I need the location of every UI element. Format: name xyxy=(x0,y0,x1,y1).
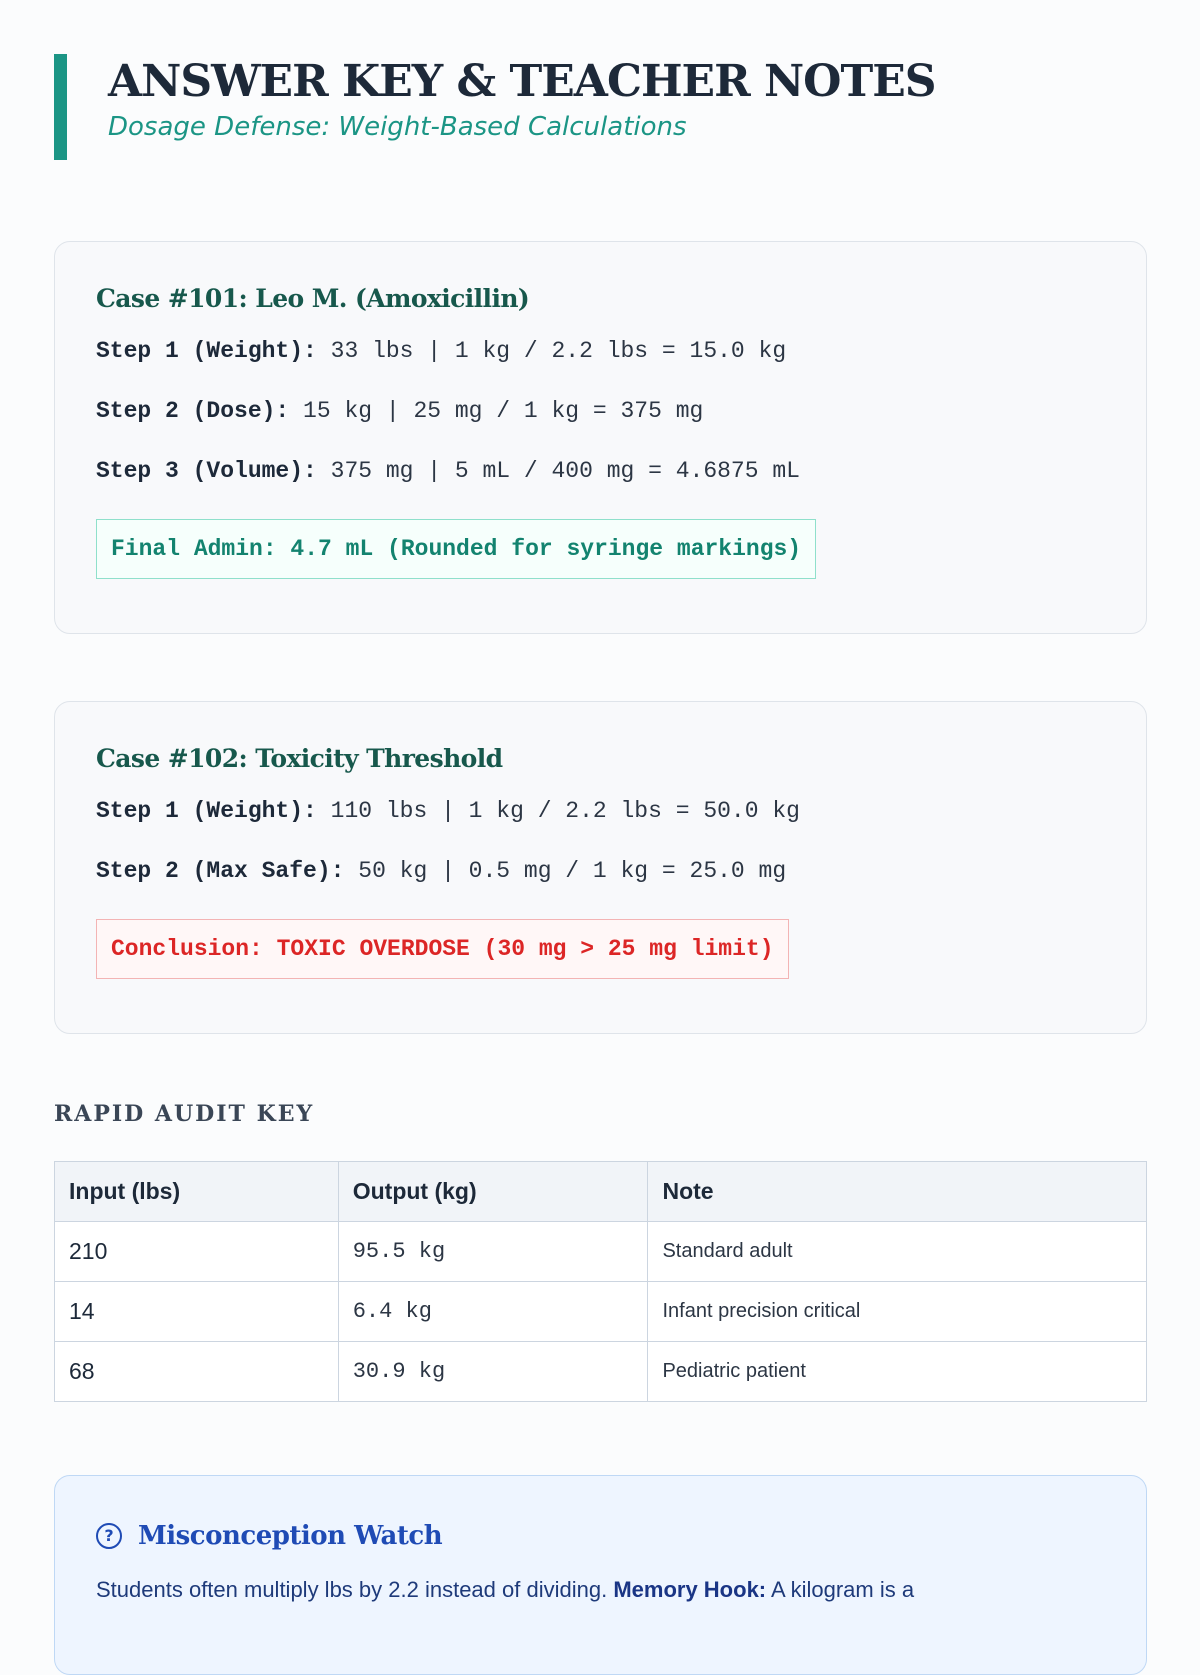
step-work: 33 lbs | 1 kg / 2.2 lbs = 15.0 kg xyxy=(330,338,787,364)
case-card-102 xyxy=(54,701,1147,1034)
cell-note: Infant precision critical xyxy=(648,1282,1147,1342)
cell-note: Standard adult xyxy=(648,1222,1147,1282)
step-label: Step 2 (Max Safe): xyxy=(96,858,345,884)
column-header-input: Input (lbs) xyxy=(55,1162,339,1222)
step-label: Step 1 (Weight): xyxy=(96,338,317,364)
step-work: 50 kg | 0.5 mg / 1 kg = 25.0 mg xyxy=(358,858,787,884)
case-step xyxy=(96,457,1106,517)
case-step xyxy=(96,857,1106,917)
page-header xyxy=(54,54,1154,160)
column-header-output: Output (kg) xyxy=(338,1162,648,1222)
cell-note: Pediatric patient xyxy=(648,1342,1147,1402)
cell-output: 95.5 kg xyxy=(338,1222,648,1282)
table-row xyxy=(55,1342,1147,1402)
misconception-header xyxy=(96,1516,1106,1556)
case-title: Case #102: Toxicity Threshold xyxy=(96,744,503,773)
table-header-row xyxy=(55,1162,1147,1222)
step-label: Step 1 (Weight): xyxy=(96,798,317,824)
misconception-title: Misconception Watch xyxy=(138,1521,443,1551)
misconception-callout xyxy=(54,1475,1147,1675)
toxicity-conclusion: Conclusion: TOXIC OVERDOSE (30 mg > 25 mg limit) xyxy=(96,919,789,979)
cell-output: 6.4 kg xyxy=(338,1282,648,1342)
table-row xyxy=(55,1282,1147,1342)
page-subtitle: Dosage Defense: Weight-Based Calculations xyxy=(108,112,687,143)
question-circle-icon: ? xyxy=(96,1523,122,1549)
audit-heading: RAPID AUDIT KEY xyxy=(54,1101,315,1127)
audit-table xyxy=(54,1161,1147,1402)
misconception-text xyxy=(96,1574,1106,1606)
cell-input: 68 xyxy=(55,1342,339,1402)
final-admin-result: Final Admin: 4.7 mL (Rounded for syringe markings) xyxy=(96,519,816,579)
memory-hook-label: Memory Hook: xyxy=(613,1577,767,1602)
misconception-body: Students often multiply lbs by 2.2 instead of dividing. xyxy=(96,1577,608,1602)
cell-input: 210 xyxy=(55,1222,339,1282)
step-label: Step 3 (Volume): xyxy=(96,458,317,484)
cell-output: 30.9 kg xyxy=(338,1342,648,1402)
cell-input: 14 xyxy=(55,1282,339,1342)
case-step xyxy=(96,337,1106,397)
memory-hook-text: A kilogram is a xyxy=(771,1577,915,1602)
case-step xyxy=(96,797,1106,857)
page-title: ANSWER KEY & TEACHER NOTES xyxy=(108,56,936,107)
step-work: 15 kg | 25 mg / 1 kg = 375 mg xyxy=(303,398,704,424)
step-work: 375 mg | 5 mL / 400 mg = 4.6875 mL xyxy=(330,458,800,484)
column-header-note: Note xyxy=(648,1162,1147,1222)
case-card-101 xyxy=(54,241,1147,634)
case-title: Case #101: Leo M. (Amoxicillin) xyxy=(96,284,530,313)
case-step xyxy=(96,397,1106,457)
table-row xyxy=(55,1222,1147,1282)
step-work: 110 lbs | 1 kg / 2.2 lbs = 50.0 kg xyxy=(330,798,800,824)
step-label: Step 2 (Dose): xyxy=(96,398,290,424)
